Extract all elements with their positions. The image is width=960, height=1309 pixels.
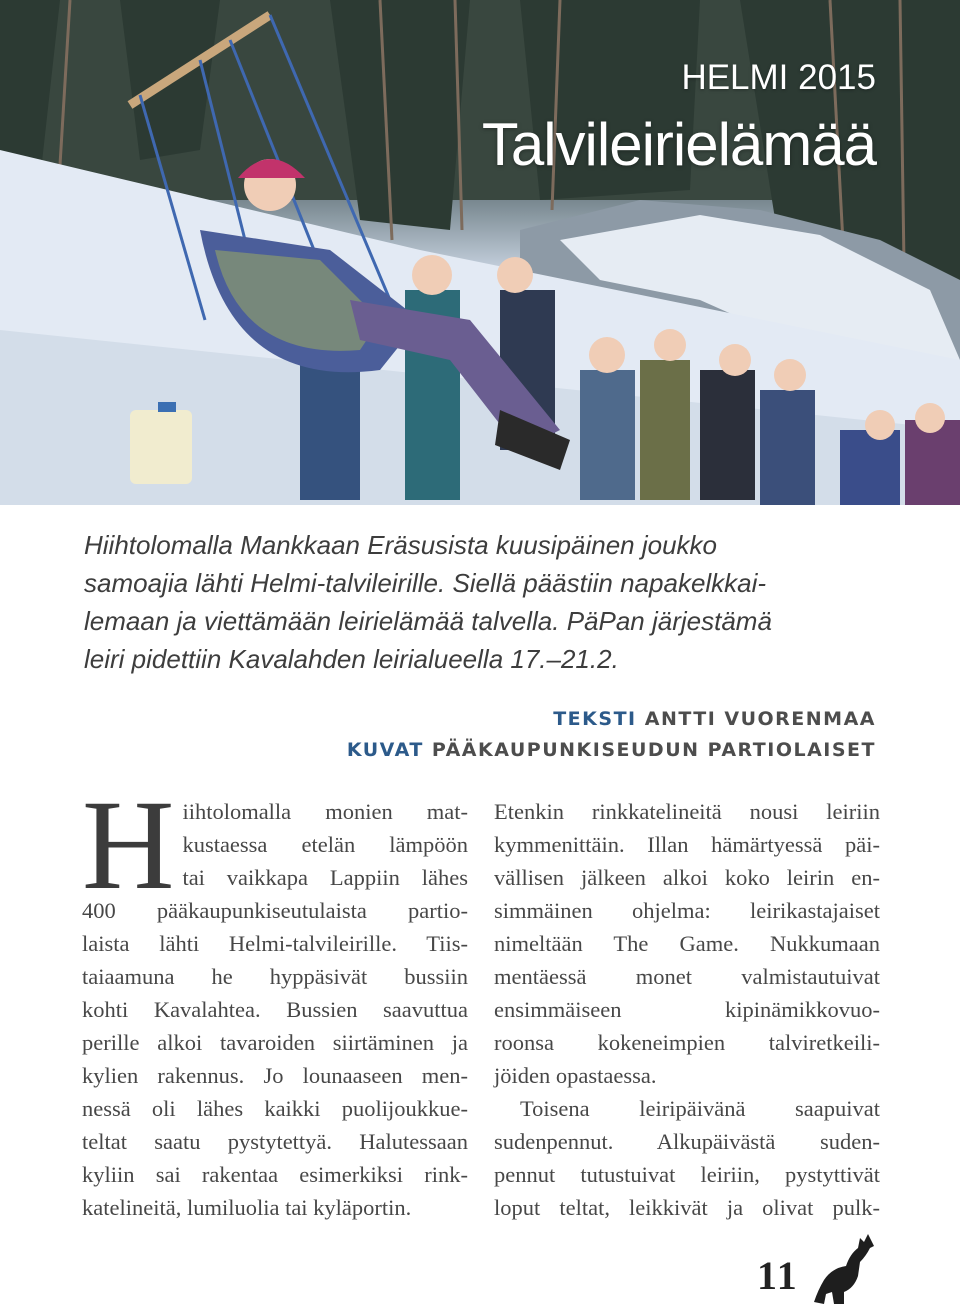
body-line: kustaessa etelän lämpöön	[182, 832, 468, 857]
text-credit	[347, 704, 876, 735]
page-number: 11	[757, 1253, 799, 1298]
body-line: tai vaikkapa Lappiin lähes	[182, 865, 468, 890]
hammock-swing-photo	[0, 0, 960, 505]
body-line: 400 pääkaupunkiseutulaista partio-	[82, 898, 468, 923]
body-line: laista lähti Helmi-talvileirille. Tiis-	[82, 931, 468, 956]
body-line: loput teltat, leikkivät ja olivat pulk-	[494, 1195, 880, 1220]
photo-credit-name: PÄÄKAUPUNKISEUDUN PARTIOLAISET	[431, 739, 876, 761]
photo-credit	[347, 735, 876, 766]
body-line: mentäessä monet valmistautuivat	[494, 964, 880, 989]
body-line: kyliin sai rakentaa esimerkiksi rink-	[82, 1162, 468, 1187]
body-line: katelineitä, lumiluolia tai kyläportin.	[82, 1195, 412, 1220]
body-line: kymmenittäin. Illan hämärtyessä päi-	[494, 832, 880, 857]
body-line: ensimmäiseen kipinämikkovuo-	[494, 997, 880, 1022]
lede-line: samoajia lähti Helmi-talvileirille. Siellä päästiin napakelkkai-	[84, 568, 767, 598]
body-line: iihtolomalla monien mat-	[182, 799, 468, 824]
body-line: sudenpennut. Alkupäivästä suden-	[494, 1129, 880, 1154]
body-line: perille alkoi tavaroiden siirtäminen ja	[82, 1030, 468, 1055]
drop-cap: H	[82, 774, 175, 916]
article-credits	[347, 704, 876, 766]
issue-label: HELMI 2015	[681, 58, 876, 97]
lede-line: Hiihtolomalla Mankkaan Eräsusista kuusipäinen joukko	[84, 530, 718, 560]
body-line: nessä oli lähes kaikki puolijoukkue-	[82, 1096, 468, 1121]
article-title: Talvileirielämää	[481, 111, 876, 178]
body-line: teltat saatu pystytettyä. Halutessaan	[82, 1129, 468, 1154]
body-line: pennut tutustuivat leiriin, pystyttivät	[494, 1162, 880, 1187]
howling-wolf-icon	[806, 1232, 876, 1306]
text-credit-label: TEKSTI	[553, 708, 637, 730]
body-line: kohti Kavalahtea. Bussien saavuttua	[82, 997, 468, 1022]
lede-line: leiri pidettiin Kavalahden leirialueella 17.–21.2.	[84, 644, 619, 674]
text-credit-name: ANTTI VUORENMAA	[644, 708, 876, 730]
body-line: jöiden opastaessa.	[494, 1063, 657, 1088]
lede-line: lemaan ja viettämään leirielämää talvella. PäPan järjestämä	[84, 606, 772, 636]
body-line: Toisena leiripäivänä saapuivat	[520, 1096, 880, 1121]
body-line: simmäinen ohjelma: leirikastajaiset	[494, 898, 880, 923]
photo-credit-label: KUVAT	[346, 739, 424, 761]
body-line: Etenkin rinkkatelineitä nousi leiriin	[494, 799, 880, 824]
body-line: taiaamuna he hyppäsivät bussiin	[82, 964, 468, 989]
lede-paragraph	[84, 526, 884, 678]
body-column-right	[494, 795, 880, 1224]
body-line: roonsa kokeneimpien talviretkeili-	[494, 1030, 880, 1055]
body-line: vällisen jälkeen alkoi koko leirin en-	[494, 865, 880, 890]
body-column-left	[82, 774, 468, 1224]
body-line: nimeltään The Game. Nukkumaan	[494, 931, 880, 956]
body-line: kylien rakennus. Jo lounaaseen men-	[82, 1063, 468, 1088]
